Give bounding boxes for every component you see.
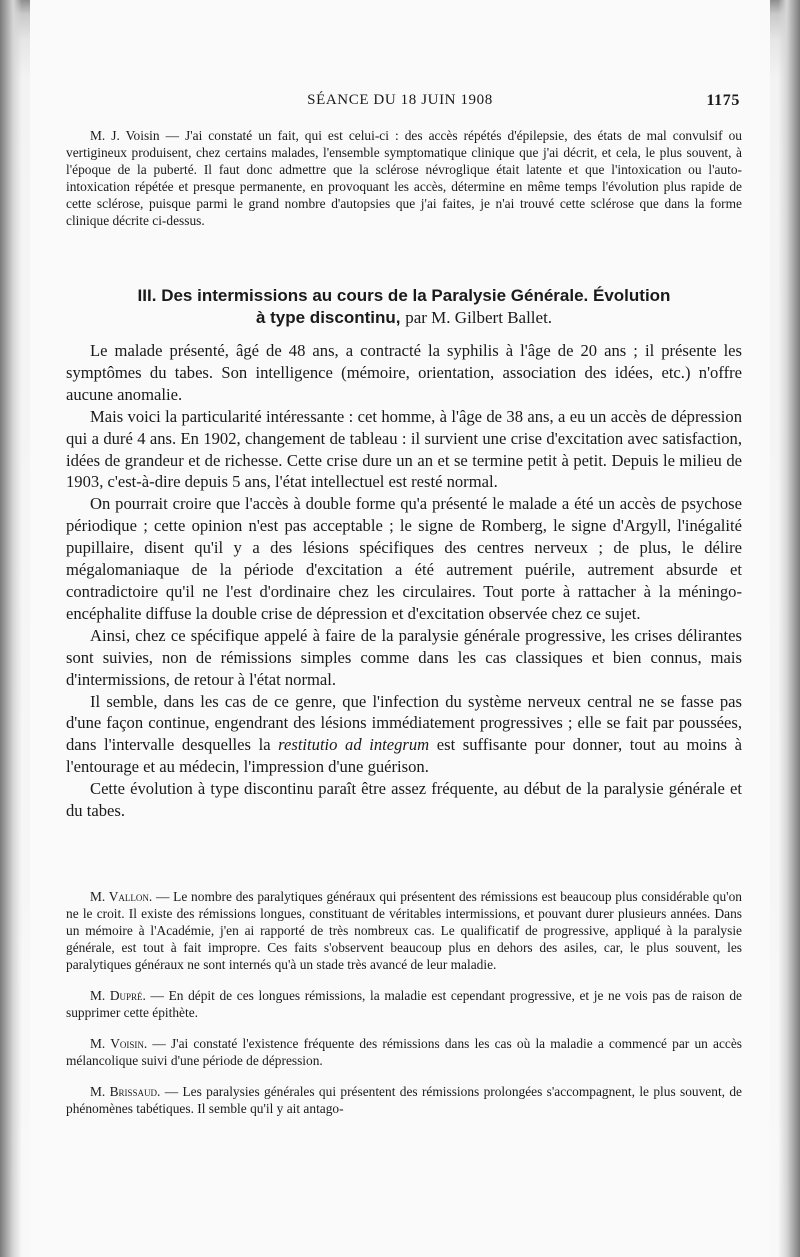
remark-text: — J'ai constaté l'existence fréquente des rémissions dans les cas où la maladie a commencé par un accès mélancolique suivi d'une période de dépression.: [66, 1036, 742, 1068]
body-paragraph: Mais voici la particularité intéressante : cet homme, à l'âge de 38 ans, a eu un accès de dépression qui a duré 4 ans. En 1902, changement de tableau : il survient une crise d'excitation avec satisfaction, idées de grandeur et de richesse. Cette crise dure un an et se termine petit à petit. Depuis le milieu de 1903, c'est-à-dire depuis 5 ans, l'état intellectuel est resté normal.: [66, 406, 742, 492]
semble-text-after: est suffisante pour donner, tout au moins à l'entourage et au médecin, l'impression d'une guérison.: [66, 735, 742, 777]
body-paragraph: Le malade présenté, âgé de 48 ans, a contracté la syphilis à l'âge de 20 ans ; il présente les symptômes du tabes. Son intelligence (mémoire, orientation, association des idées, etc.) n'offre aucune anomalie.: [66, 341, 742, 404]
section-number: III.: [137, 286, 157, 305]
speaker-name: M. Vallon.: [90, 889, 153, 904]
remark-text: — En dépit de ces longues rémissions, la maladie est cependant progressive, et je ne vois pas de raison de supprimer cette épithète.: [66, 988, 742, 1020]
speaker-name: M. Voisin.: [90, 1036, 148, 1051]
body-paragraph: Cette évolution à type discontinu paraît être assez fréquente, au début de la paralysie générale et du tabes.: [66, 779, 742, 821]
semble-latin-phrase: restitutio ad integrum: [278, 735, 430, 755]
heading-line-1: [66, 285, 742, 307]
discussion-remark: [66, 1035, 742, 1069]
discussion-remark: [66, 987, 742, 1021]
section-byline: par M. Gilbert Ballet.: [405, 308, 553, 327]
page-number: 1175: [706, 92, 740, 109]
section-title-line1: Des intermissions au cours de la Paralysie Générale. Évolution: [161, 286, 671, 305]
discussion-remark: [66, 888, 742, 973]
speaker-name: M. Brissaud.: [90, 1084, 161, 1099]
header-title: SÉANCE DU 18 JUIN 1908: [307, 92, 493, 108]
running-header: [54, 92, 746, 109]
body-paragraph-semble: [66, 691, 742, 779]
voisin-paragraph: M. J. Voisin — J'ai constaté un fait, qui est celui-ci : des accès répétés d'épilepsie, des états de mal convulsif ou vertigineux produisent, chez certains malades, l'ensemble symptomatique clinique que j'ai décrit, et cela, le plus souvent, à l'époque de la puberté. Il faut donc admettre que la sclérose névroglique était latente et que l'intoxication ou l'auto-intoxication répétée et presque permanente, en provoquant les accès, détermine en même temps l'évolution plus rapide de cette sclérose, puisque parmi le grand nombre d'autopsies que j'ai faites, je n'ai trouvé cette sclérose que dans la forme clinique décrite ci-dessus.: [66, 128, 742, 228]
main-body-text: [66, 340, 742, 822]
voisin-remark-1: [66, 127, 742, 229]
heading-line-2: [66, 307, 742, 329]
speaker-name: M. Dupré.: [90, 988, 146, 1003]
remark-text: — Le nombre des paralytiques généraux qui présentent des rémissions est beaucoup plus considérable qu'on ne le croit. Il existe des rémissions longues, constituant de véritables intermissions, et pouvant durer plusieurs années. Dans un mémoire à l'Académie, j'en ai rapporté de très nombreux cas. Le qualificatif de progressive, appliqué à la paralysie générale, est tout à fait impropre. Ces faits s'observent beaucoup plus en dehors des asiles, car, le plus souvent, les paralytiques généraux ne sont internés qu'à un stade très avancé de leur maladie.: [66, 889, 742, 972]
document-page: [30, 0, 770, 1257]
section-title-line2: à type discontinu,: [255, 308, 401, 327]
semble-text-before: Il semble, dans les cas de ce genre, que l'infection du système nerveux central ne se fasse pas d'une façon continue, engendrant des lésions immédiatement progressives ; elle se fait par poussées, dans l'intervalle desquelles la: [66, 691, 742, 755]
discussion-remarks: [66, 888, 742, 1117]
body-paragraph: Ainsi, chez ce spécifique appelé à faire de la paralysie générale progressive, les crises délirantes sont suivies, non de rémissions simples comme dans les cas classiques et bien connus, mais d'intermissions, de retour à l'état normal.: [66, 625, 742, 689]
discussion-remark: [66, 1083, 742, 1117]
body-paragraph: On pourrait croire que l'accès à double forme qu'a présenté le malade a été un accès de psychose périodique ; cette opinion n'est pas acceptable ; le signe de Romberg, le signe d'Argyll, l'inégalité pupillaire, disent qu'il y a des lésions spécifiques des centres nerveux ; de plus, le délire mégalomaniaque de la période d'excitation a été autrement puérile, autrement absurde et contradictoire qu'il ne l'est d'ordinaire chez les circulaires. Tout porte à rattacher à la méningo-encéphalite diffuse la double crise de dépression et d'excitation observée chez ce sujet.: [66, 494, 742, 623]
section-heading: [66, 285, 742, 329]
remark-text: — Les paralysies générales qui présentent des rémissions prolongées s'accompagnent, le plus souvent, de phénomènes tabétiques. Il semble qu'il y ait antago-: [66, 1084, 742, 1116]
